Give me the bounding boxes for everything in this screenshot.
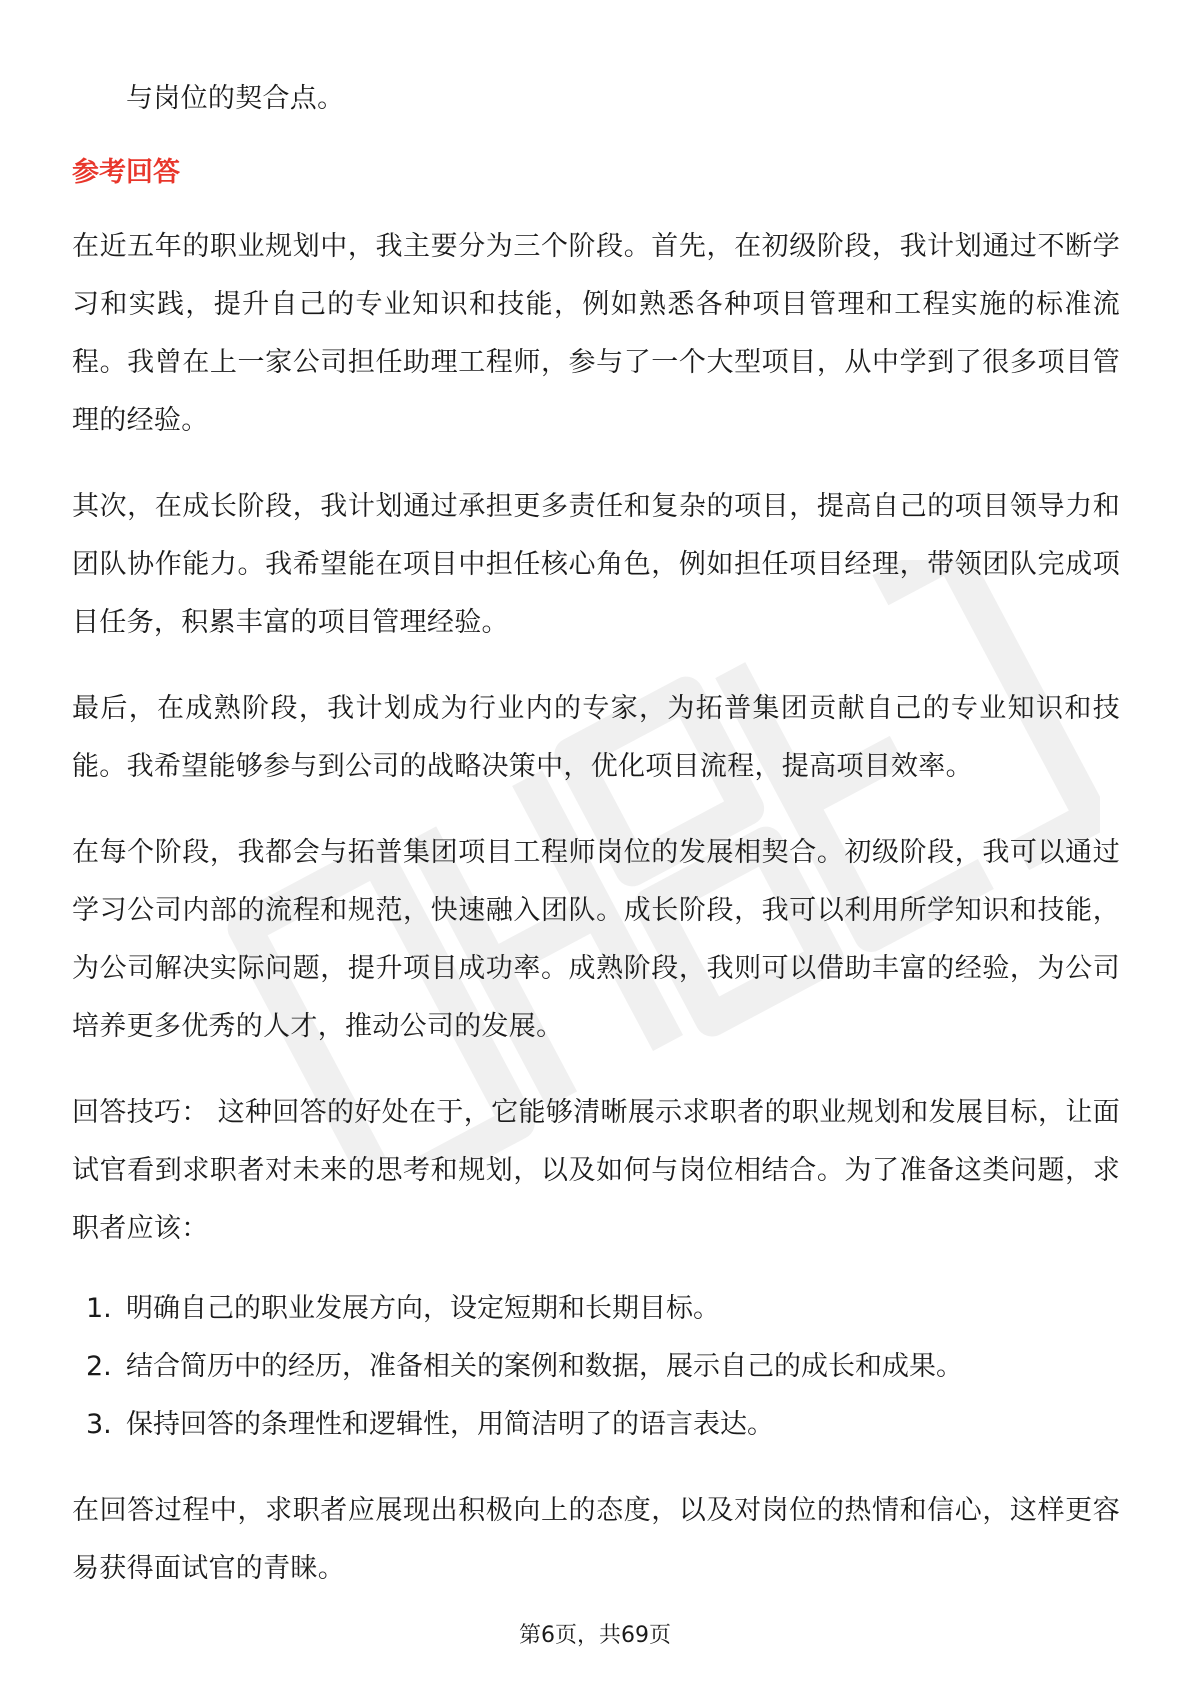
answer-paragraph-2: 其次，在成长阶段，我计划通过承担更多责任和复杂的项目，提高自己的项目领导力和团队协作能力。我希望能在项目中担任核心角色，例如担任项目经理，带领团队完成项目任务，积累丰富的项目管理经验。 [72,491,1120,638]
answer-tips: 回答技巧： 这种回答的好处在于，它能够清晰展示求职者的职业规划和发展目标，让面试官看到求职者对未来的思考和规划，以及如何与岗位相结合。为了准备这类问题，求职者应该： [72,1097,1120,1244]
tips-list [72,1280,1120,1454]
section-heading: 参考回答 [72,157,180,188]
list-item [72,1396,1120,1454]
answer-paragraph-3: 最后，在成熟阶段，我计划成为行业内的专家，为拓普集团贡献自己的专业知识和技能。我希望能够参与到公司的战略决策中，优化项目流程，提高项目效率。 [72,693,1120,782]
intro-continuation: 与岗位的契合点。 [126,83,345,114]
answer-paragraph-1: 在近五年的职业规划中，我主要分为三个阶段。首先，在初级阶段，我计划通过不断学习和实践，提升自己的专业知识和技能，例如熟悉各种项目管理和工程实施的标准流程。我曾在上一家公司担任助理工程师，参与了一个大型项目，从中学到了很多项目管理的经验。 [72,231,1120,436]
list-item-number: 2. [86,1351,112,1382]
list-item-text: 明确自己的职业发展方向，设定短期和长期目标。 [126,1293,720,1324]
list-item-text: 结合简历中的经历，准备相关的案例和数据，展示自己的成长和成果。 [126,1351,963,1382]
list-item-number: 1. [86,1293,112,1324]
list-item-text: 保持回答的条理性和逻辑性，用简洁明了的语言表达。 [126,1409,774,1440]
document-content [72,70,1120,1626]
answer-paragraph-4: 在每个阶段，我都会与拓普集团项目工程师岗位的发展相契合。初级阶段，我可以通过学习公司内部的流程和规范，快速融入团队。成长阶段，我可以利用所学知识和技能，为公司解决实际问题，提升项目成功率。成熟阶段，我则可以借助丰富的经验，为公司培养更多优秀的人才，推动公司的发展。 [72,837,1120,1042]
list-item [72,1338,1120,1396]
closing-paragraph: 在回答过程中，求职者应展现出积极向上的态度，以及对岗位的热情和信心，这样更容易获得面试官的青睐。 [72,1495,1120,1584]
list-item [72,1280,1120,1338]
page-number-footer: 第6页，共69页 [519,1623,671,1648]
list-item-number: 3. [86,1409,112,1440]
